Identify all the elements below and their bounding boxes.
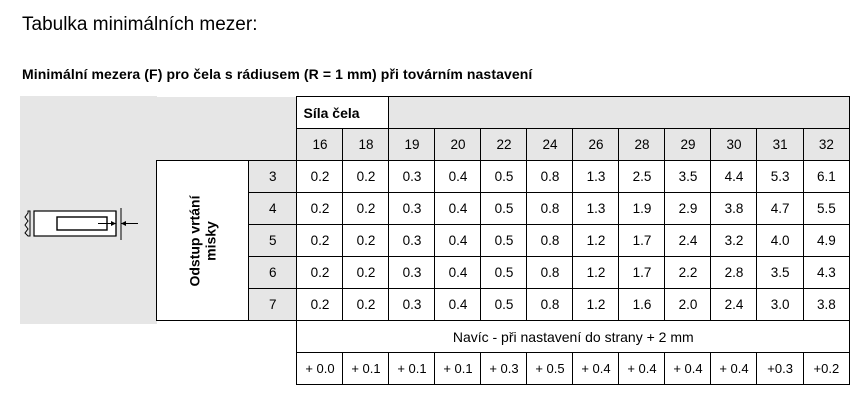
gap-cell: 0.2: [343, 193, 389, 225]
offset-value: 7: [249, 289, 297, 321]
extra-cell: + 0.4: [711, 353, 757, 385]
gap-cell: 2.9: [665, 193, 711, 225]
extra-corner: [157, 353, 297, 385]
gap-cell: 0.4: [435, 193, 481, 225]
extra-cell: + 0.3: [481, 353, 527, 385]
gap-cell: 0.4: [435, 161, 481, 193]
gap-cell: 0.3: [389, 289, 435, 321]
table-row: [157, 289, 850, 321]
gap-cell: 2.5: [619, 161, 665, 193]
gap-cell: 0.8: [527, 193, 573, 225]
gap-cell: 3.2: [711, 225, 757, 257]
extra-cell: + 0.5: [527, 353, 573, 385]
offset-value: 5: [249, 225, 297, 257]
offset-label-text: [187, 195, 219, 286]
table-row: [157, 257, 850, 289]
gap-cell: 0.4: [435, 289, 481, 321]
gap-cell: 0.3: [389, 161, 435, 193]
gap-cell: 1.3: [573, 161, 619, 193]
table-row: [157, 193, 850, 225]
gap-cell: 0.2: [343, 289, 389, 321]
gap-cell: 3.8: [711, 193, 757, 225]
extra-cell: +0.3: [757, 353, 803, 385]
gap-cell: 1.2: [573, 225, 619, 257]
thickness-cell: 32: [803, 129, 849, 161]
gap-cell: 0.5: [481, 289, 527, 321]
gap-cell: 2.4: [711, 289, 757, 321]
extra-corner: [157, 321, 297, 353]
gap-cell: 2.4: [665, 225, 711, 257]
thickness-header-filler: [389, 97, 850, 129]
gap-cell: 4.3: [803, 257, 849, 289]
extra-cell: + 0.4: [619, 353, 665, 385]
gap-cell: 0.2: [343, 225, 389, 257]
gap-cell: 0.3: [389, 225, 435, 257]
gap-cell: 3.0: [757, 289, 803, 321]
offset-value: 3: [249, 161, 297, 193]
extra-cell: +0.2: [803, 353, 849, 385]
extra-cell: + 0.1: [435, 353, 481, 385]
thickness-cell: 22: [481, 129, 527, 161]
minimum-gap-table: [156, 96, 850, 385]
gap-cell: 1.2: [573, 257, 619, 289]
gap-cell: 3.5: [757, 257, 803, 289]
gap-cell: 0.4: [435, 257, 481, 289]
thickness-cell: 26: [573, 129, 619, 161]
extra-row: [157, 353, 850, 385]
gap-cell: 0.2: [297, 161, 343, 193]
gap-cell: 0.2: [297, 257, 343, 289]
extra-cell: + 0.1: [343, 353, 389, 385]
gap-cell: 1.2: [573, 289, 619, 321]
gap-cell: 4.7: [757, 193, 803, 225]
hinge-diagram-panel: [20, 96, 157, 324]
gap-cell: 0.2: [343, 161, 389, 193]
offset-value: 4: [249, 193, 297, 225]
gap-cell: 1.6: [619, 289, 665, 321]
offset-value: 6: [249, 257, 297, 289]
gap-cell: 4.0: [757, 225, 803, 257]
gap-cell: 0.5: [481, 161, 527, 193]
table-corner: [157, 97, 297, 161]
extra-cell: + 0.4: [665, 353, 711, 385]
thickness-cell: 30: [711, 129, 757, 161]
offset-label-line2: misky: [202, 220, 219, 261]
hinge-cup-gap-icon: [20, 96, 157, 324]
gap-cell: 5.5: [803, 193, 849, 225]
gap-cell: 0.5: [481, 257, 527, 289]
gap-cell: 2.0: [665, 289, 711, 321]
gap-cell: 3.8: [803, 289, 849, 321]
extra-cell: + 0.0: [297, 353, 343, 385]
thickness-cell: 24: [527, 129, 573, 161]
gap-cell: 0.5: [481, 225, 527, 257]
gap-cell: 0.8: [527, 225, 573, 257]
offset-label-line1: Odstup vrtání: [186, 194, 203, 287]
gap-cell: 0.8: [527, 289, 573, 321]
table-row: [157, 225, 850, 257]
gap-cell: 2.8: [711, 257, 757, 289]
thickness-cell: 31: [757, 129, 803, 161]
table-caption: Minimální mezera (F) pro čela s rádiusem (R = 1 mm) při továrním nastavení: [22, 66, 533, 82]
thickness-header: Síla čela: [297, 97, 389, 129]
thickness-cell: 29: [665, 129, 711, 161]
extra-cell: + 0.4: [573, 353, 619, 385]
gap-cell: 0.3: [389, 193, 435, 225]
thickness-cell: 16: [297, 129, 343, 161]
page-title: Tabulka minimálních mezer:: [22, 14, 258, 35]
gap-cell: 1.7: [619, 257, 665, 289]
gap-cell: 0.8: [527, 161, 573, 193]
gap-cell: 0.2: [343, 257, 389, 289]
thickness-cell: 19: [389, 129, 435, 161]
extra-cell: + 0.1: [389, 353, 435, 385]
gap-cell: 0.2: [297, 193, 343, 225]
table-row: [157, 161, 850, 193]
gap-cell: 1.7: [619, 225, 665, 257]
gap-cell: 2.2: [665, 257, 711, 289]
gap-cell: 4.9: [803, 225, 849, 257]
thickness-cell: 18: [343, 129, 389, 161]
gap-cell: 5.3: [757, 161, 803, 193]
gap-cell: 0.5: [481, 193, 527, 225]
gap-cell: 0.8: [527, 257, 573, 289]
thickness-cell: 20: [435, 129, 481, 161]
thickness-cell: 28: [619, 129, 665, 161]
gap-cell: 0.3: [389, 257, 435, 289]
gap-cell: 0.4: [435, 225, 481, 257]
gap-cell: 1.9: [619, 193, 665, 225]
gap-cell: 0.2: [297, 225, 343, 257]
extra-header: Navíc - při nastavení do strany + 2 mm: [297, 321, 850, 353]
gap-cell: 0.2: [297, 289, 343, 321]
gap-cell: 3.5: [665, 161, 711, 193]
gap-cell: 1.3: [573, 193, 619, 225]
gap-cell: 4.4: [711, 161, 757, 193]
gap-cell: 6.1: [803, 161, 849, 193]
offset-axis-label: [157, 161, 249, 321]
